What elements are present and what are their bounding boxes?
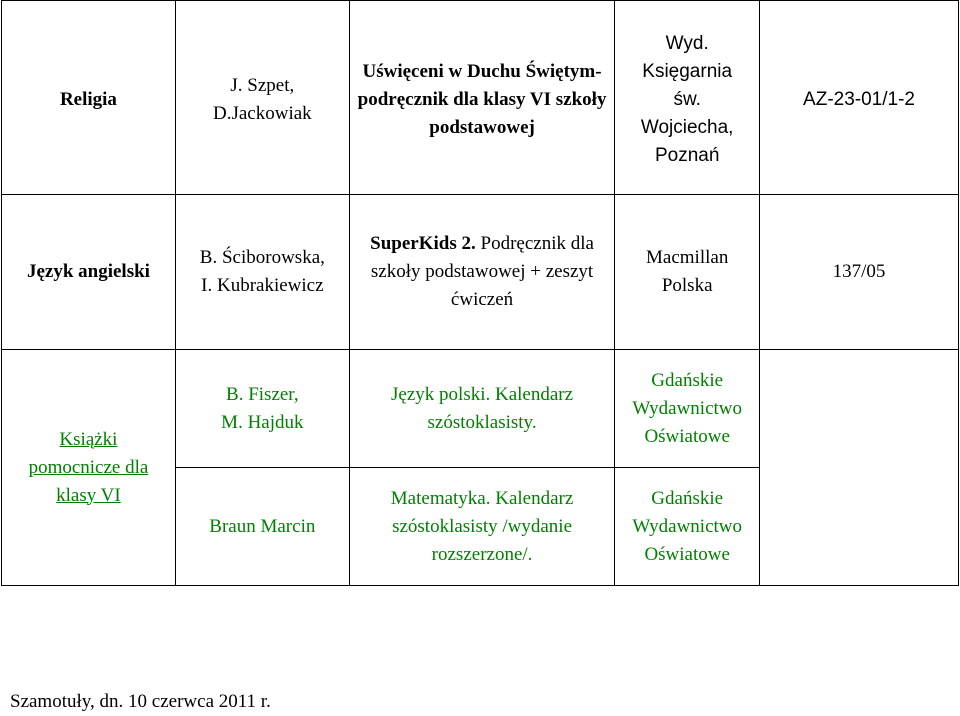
publisher-line: Oświatowe (644, 543, 730, 565)
publisher-line: Macmillan (646, 247, 729, 268)
subject-cell (2, 195, 176, 350)
author-cell (175, 1, 349, 195)
footer-date: Szamotuły, dn. 10 czerwca 2011 r. (10, 691, 271, 712)
author-cell (175, 350, 349, 468)
publisher-line: Gdańskie (651, 369, 724, 391)
approval-number-cell (760, 195, 959, 350)
approval-number-cell (760, 350, 959, 586)
title-bold: SuperKids 2. (370, 233, 476, 254)
subject-name: Język angielski (26, 261, 150, 282)
publisher-cell (615, 468, 760, 586)
table-row-angielski (2, 195, 959, 350)
title-cell (349, 468, 615, 586)
subject-cell (2, 350, 176, 586)
subject-name: Religia (59, 88, 117, 110)
subject-line: klasy VI (56, 484, 121, 506)
title-line: Matematyka. Kalendarz (390, 487, 574, 509)
publisher-line: Wojciecha, (640, 116, 734, 138)
publisher-line: Wydawnictwo (632, 397, 743, 419)
subject-line: pomocnicze dla (28, 456, 149, 478)
author-line: M. Hajduk (221, 411, 304, 433)
title-line: podstawowej (429, 116, 535, 138)
publisher-line: Oświatowe (644, 425, 730, 447)
title-line: szkoły podstawowej + zeszyt (370, 261, 594, 282)
textbook-table (1, 0, 959, 586)
author-cell (175, 195, 349, 350)
title-line: szóstoklasisty. (427, 411, 537, 433)
author-line: D.Jackowiak (213, 102, 312, 124)
table-row-pomocnicze-1 (2, 350, 959, 468)
publisher-line: Wyd. (665, 32, 709, 54)
author-line: J. Szpet, (230, 74, 295, 96)
title-line: podręcznik dla klasy VI szkoły (357, 88, 607, 110)
publisher-line: Gdańskie (651, 487, 724, 509)
title-line: Język polski. Kalendarz (391, 383, 574, 405)
author-line: B. Fiszer, (226, 383, 299, 405)
publisher-cell (615, 195, 760, 350)
approval-number: 137/05 (832, 261, 886, 282)
publisher-cell (615, 1, 760, 195)
author-line: B. Ściborowska, (199, 247, 325, 268)
title-line: ćwiczeń (450, 289, 514, 310)
publisher-line: Polska (661, 275, 713, 296)
subject-cell (2, 1, 176, 195)
publisher-line: Poznań (654, 144, 720, 166)
title-line: rozszerzone/. (431, 543, 533, 565)
publisher-cell (615, 350, 760, 468)
title-cell (349, 350, 615, 468)
title-cell (349, 195, 615, 350)
title-line: szóstoklasisty /wydanie (392, 515, 573, 537)
subject-line: Książki (59, 428, 118, 450)
title-line (356, 230, 609, 258)
author-line: I. Kubrakiewicz (201, 275, 324, 296)
publisher-line: św. (673, 88, 701, 110)
table-row-religia (2, 1, 959, 195)
author-line: Braun Marcin (209, 515, 316, 537)
approval-number-cell (760, 1, 959, 195)
title-line: Uświęceni w Duchu Świętym- (362, 60, 602, 82)
title-rest: Podręcznik dla (475, 233, 594, 254)
title-cell (349, 1, 615, 195)
approval-number: AZ-23-01/1-2 (803, 88, 915, 110)
publisher-line: Księgarnia (642, 60, 733, 82)
publisher-line: Wydawnictwo (632, 515, 743, 537)
author-cell (175, 468, 349, 586)
